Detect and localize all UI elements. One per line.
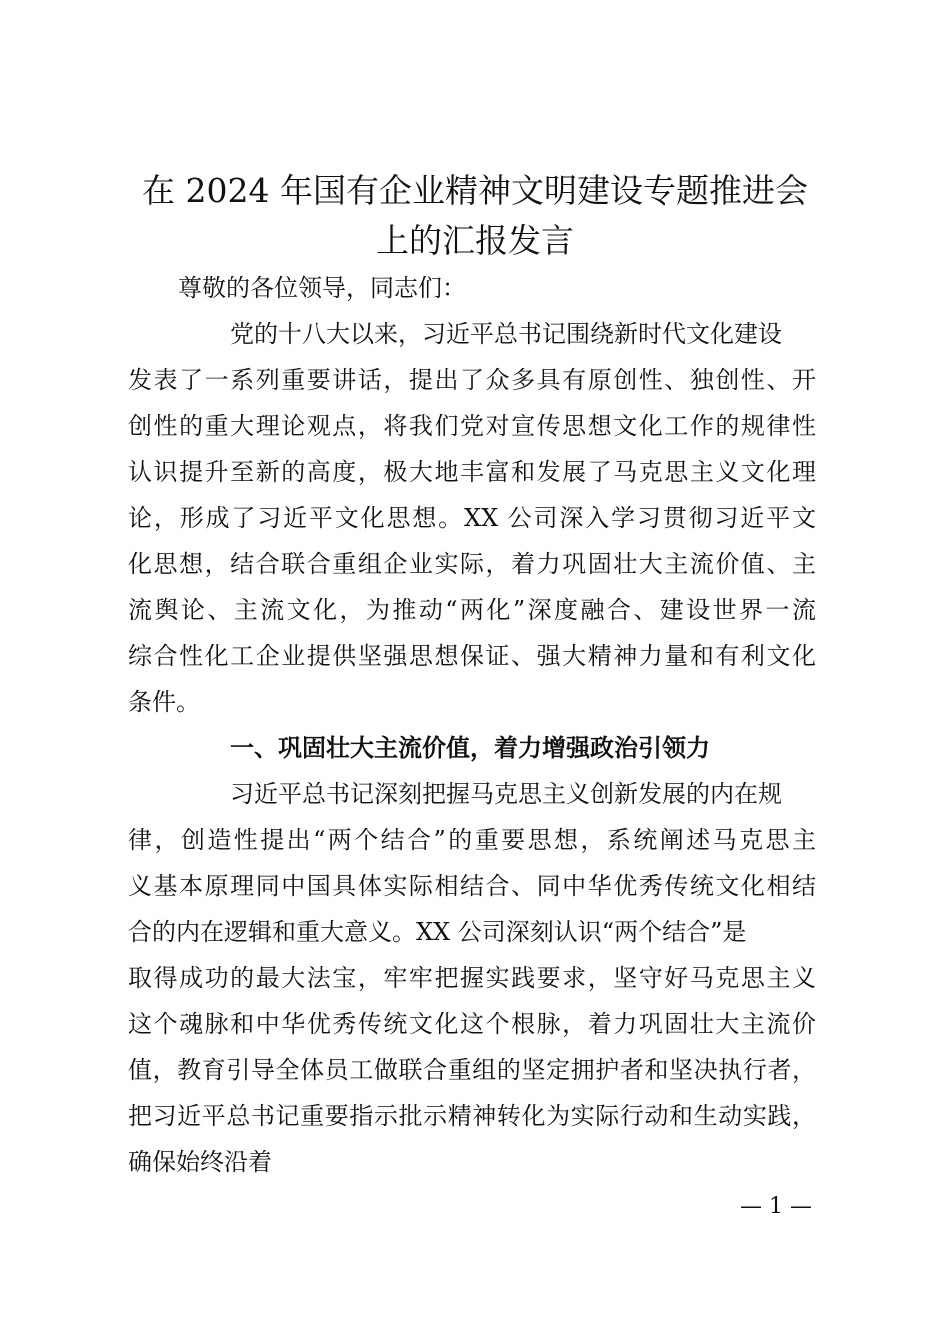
section-line: 这个魂脉和中华优秀传统文化这个根脉，着力巩固壮大主流价 <box>128 1010 816 1038</box>
intro-line: 综合性化工企业提供坚强思想保证、强大精神力量和有利文化 <box>128 642 816 670</box>
document-title-line-1: 在 2024 年国有企业精神文明建设专题推进会 <box>142 171 808 210</box>
salutation: 尊敬的各位领导，同志们： <box>178 274 466 302</box>
intro-line: 发表了一系列重要讲话，提出了众多具有原创性、独创性、开 <box>128 366 816 394</box>
intro-line: 认识提升至新的高度，极大地丰富和发展了马克思主义文化理 <box>128 458 816 486</box>
section-line: 合的内在逻辑和重大意义。XX 公司深刻认识“两个结合”是 <box>128 918 747 946</box>
section-line: 律，创造性提出“两个结合”的重要思想，系统阐述马克思主 <box>128 826 816 854</box>
section-line: 习近平总书记深刻把握马克思主义创新发展的内在规 <box>230 780 782 808</box>
intro-line: 党的十八大以来，习近平总书记围绕新时代文化建设 <box>230 320 782 348</box>
page-number: — 1 — <box>740 1194 812 1219</box>
section-line: 确保始终沿着 <box>128 1148 272 1176</box>
intro-line: 化思想，结合联合重组企业实际，着力巩固壮大主流价值、主 <box>128 550 816 578</box>
section-line: 把习近平总书记重要指示批示精神转化为实际行动和生动实践， <box>128 1102 816 1130</box>
document-title-line-2: 上的汇报发言 <box>376 221 574 260</box>
section-line: 取得成功的最大法宝，牢牢把握实践要求，坚守好马克思主义 <box>128 964 816 992</box>
section-line: 义基本原理同中国具体实际相结合、同中华优秀传统文化相结 <box>128 872 816 900</box>
intro-line: 创性的重大理论观点，将我们党对宣传思想文化工作的规律性 <box>128 412 816 440</box>
section-heading: 一、巩固壮大主流价值，着力增强政治引领力 <box>230 734 710 762</box>
section-line: 值，教育引导全体员工做联合重组的坚定拥护者和坚决执行者， <box>128 1056 816 1084</box>
intro-line: 论，形成了习近平文化思想。XX 公司深入学习贯彻习近平文 <box>128 504 816 532</box>
intro-line: 条件。 <box>128 688 200 716</box>
intro-line: 流舆论、主流文化，为推动“两化”深度融合、建设世界一流 <box>128 596 816 624</box>
